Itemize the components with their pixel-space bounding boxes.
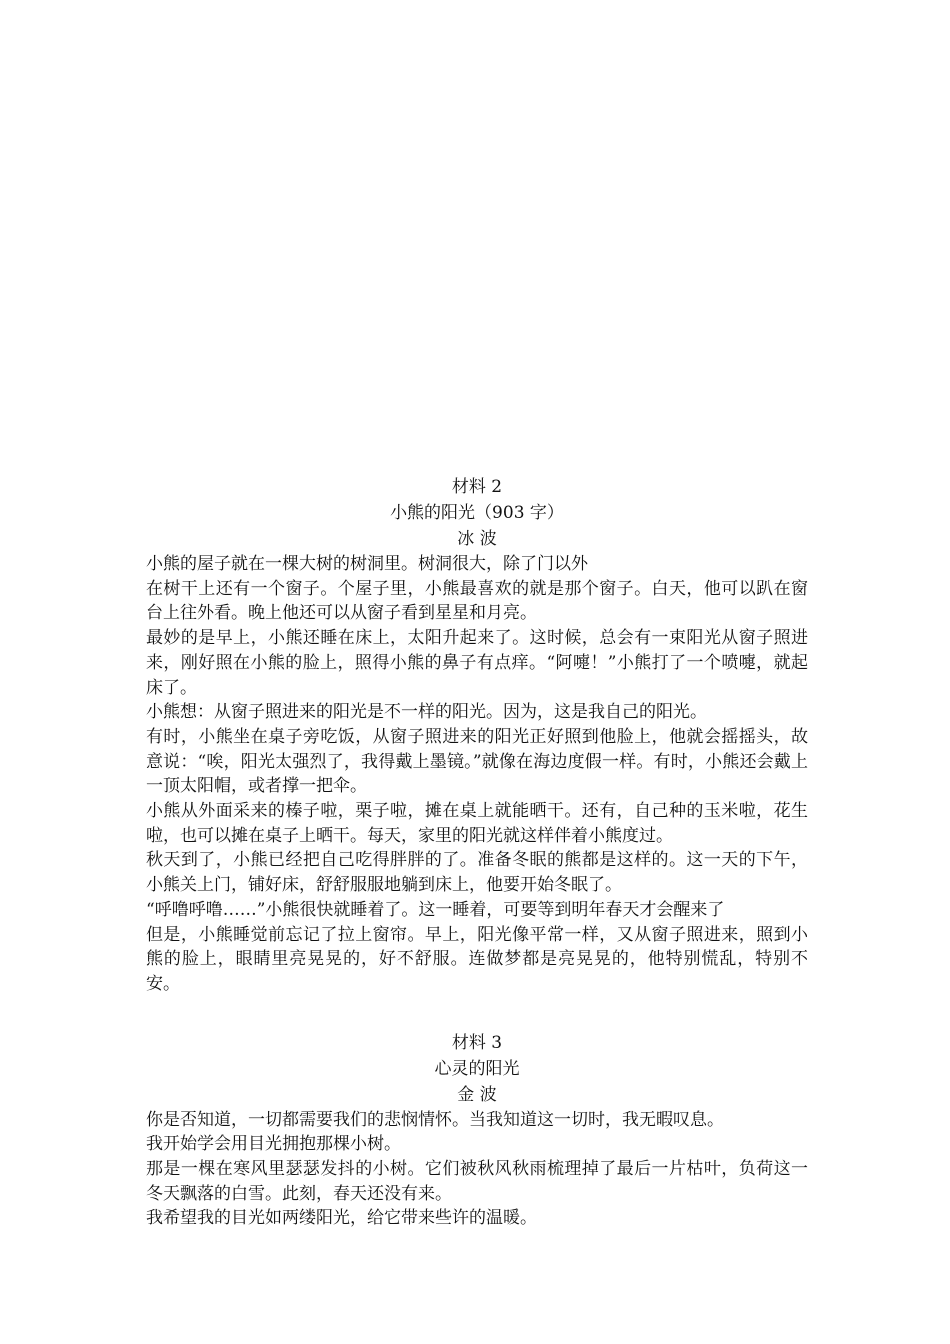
material-2-paragraph: 在树干上还有一个窗子。个屋子里，小熊最喜欢的就是那个窗子。白天，他可以趴在窗台上往外看。晚上他还可以从窗子看到星星和月亮。: [146, 578, 808, 624]
material-2-paragraph: 小熊从外面采来的榛子啦，栗子啦，摊在桌上就能晒干。还有，自己种的玉米啦，花生啦，也可以摊在桌子上晒干。每天，家里的阳光就这样伴着小熊度过。: [146, 801, 808, 846]
material-3-paragraph: 我开始学会用目光拥抱那棵小树。: [146, 1134, 401, 1155]
material-2-paragraph: 小熊的屋子就在一棵大树的树洞里。树洞很大，除了门以外: [146, 554, 588, 574]
material-2-paragraph: 有时，小熊坐在桌子旁吃饭，从窗子照进来的阳光正好照到他脸上，他就会摇摇头，故意说：“唉，阳光太强烈了，我得戴上墨镜。”就像在海边度假一样。有时，小熊还会戴上一顶太阳帽，或者撑一把伞。: [146, 726, 808, 797]
material-3-label: 材料 3: [451, 1032, 503, 1053]
material-3-section: [146, 1030, 808, 1232]
material-2-label: 材料 2: [451, 477, 503, 497]
material-2-paragraph: 但是，小熊睡觉前忘记了拉上窗帘。早上，阳光像平常一样，又从窗子照进来，照到小熊的脸上，眼睛里亮晃晃的，好不舒服。连做梦都是亮晃晃的，他特别慌乱，特别不安。: [146, 924, 808, 994]
material-2-author: 冰 波: [457, 529, 497, 549]
material-3-title: 心灵的阳光: [434, 1058, 520, 1079]
material-2-paragraph: “呼噜呼噜……”小熊很快就睡着了。这一睡着，可要等到明年春天才会醒来了: [146, 899, 725, 920]
material-2-title: 小熊的阳光（903 字）: [390, 503, 564, 523]
section-spacer: [146, 997, 808, 1030]
material-2-paragraph: 小熊想：从窗子照进来的阳光是不一样的阳光。因为，这是我自己的阳光。: [146, 702, 707, 723]
material-3-paragraph: 那是一棵在寒风里瑟瑟发抖的小树。它们被秋风秋雨梳理掉了最后一片枯叶，负荷这一冬天飘落的白雪。此刻，春天还没有来。: [146, 1159, 808, 1204]
material-3-paragraph: 我希望我的目光如两缕阳光，给它带来些许的温暖。: [146, 1208, 537, 1229]
material-2-paragraph: 最妙的是早上，小熊还睡在床上，太阳升起来了。这时候，总会有一束阳光从窗子照进来，刚好照在小熊的脸上，照得小熊的鼻子有点痒。“阿嚏！”小熊打了一个喷嚏，就起床了。: [146, 628, 808, 698]
material-2-paragraph: 秋天到了，小熊已经把自己吃得胖胖的了。准备冬眠的熊都是这样的。这一天的下午，小熊关上门，铺好床，舒舒服服地躺到床上，他要开始冬眠了。: [146, 850, 808, 896]
material-3-paragraph: 你是否知道，一切都需要我们的悲悯情怀。当我知道这一切时，我无暇叹息。: [146, 1109, 724, 1130]
material-3-author: 金 波: [457, 1084, 497, 1105]
material-2-section: [146, 474, 808, 997]
document-page: [146, 474, 808, 1231]
